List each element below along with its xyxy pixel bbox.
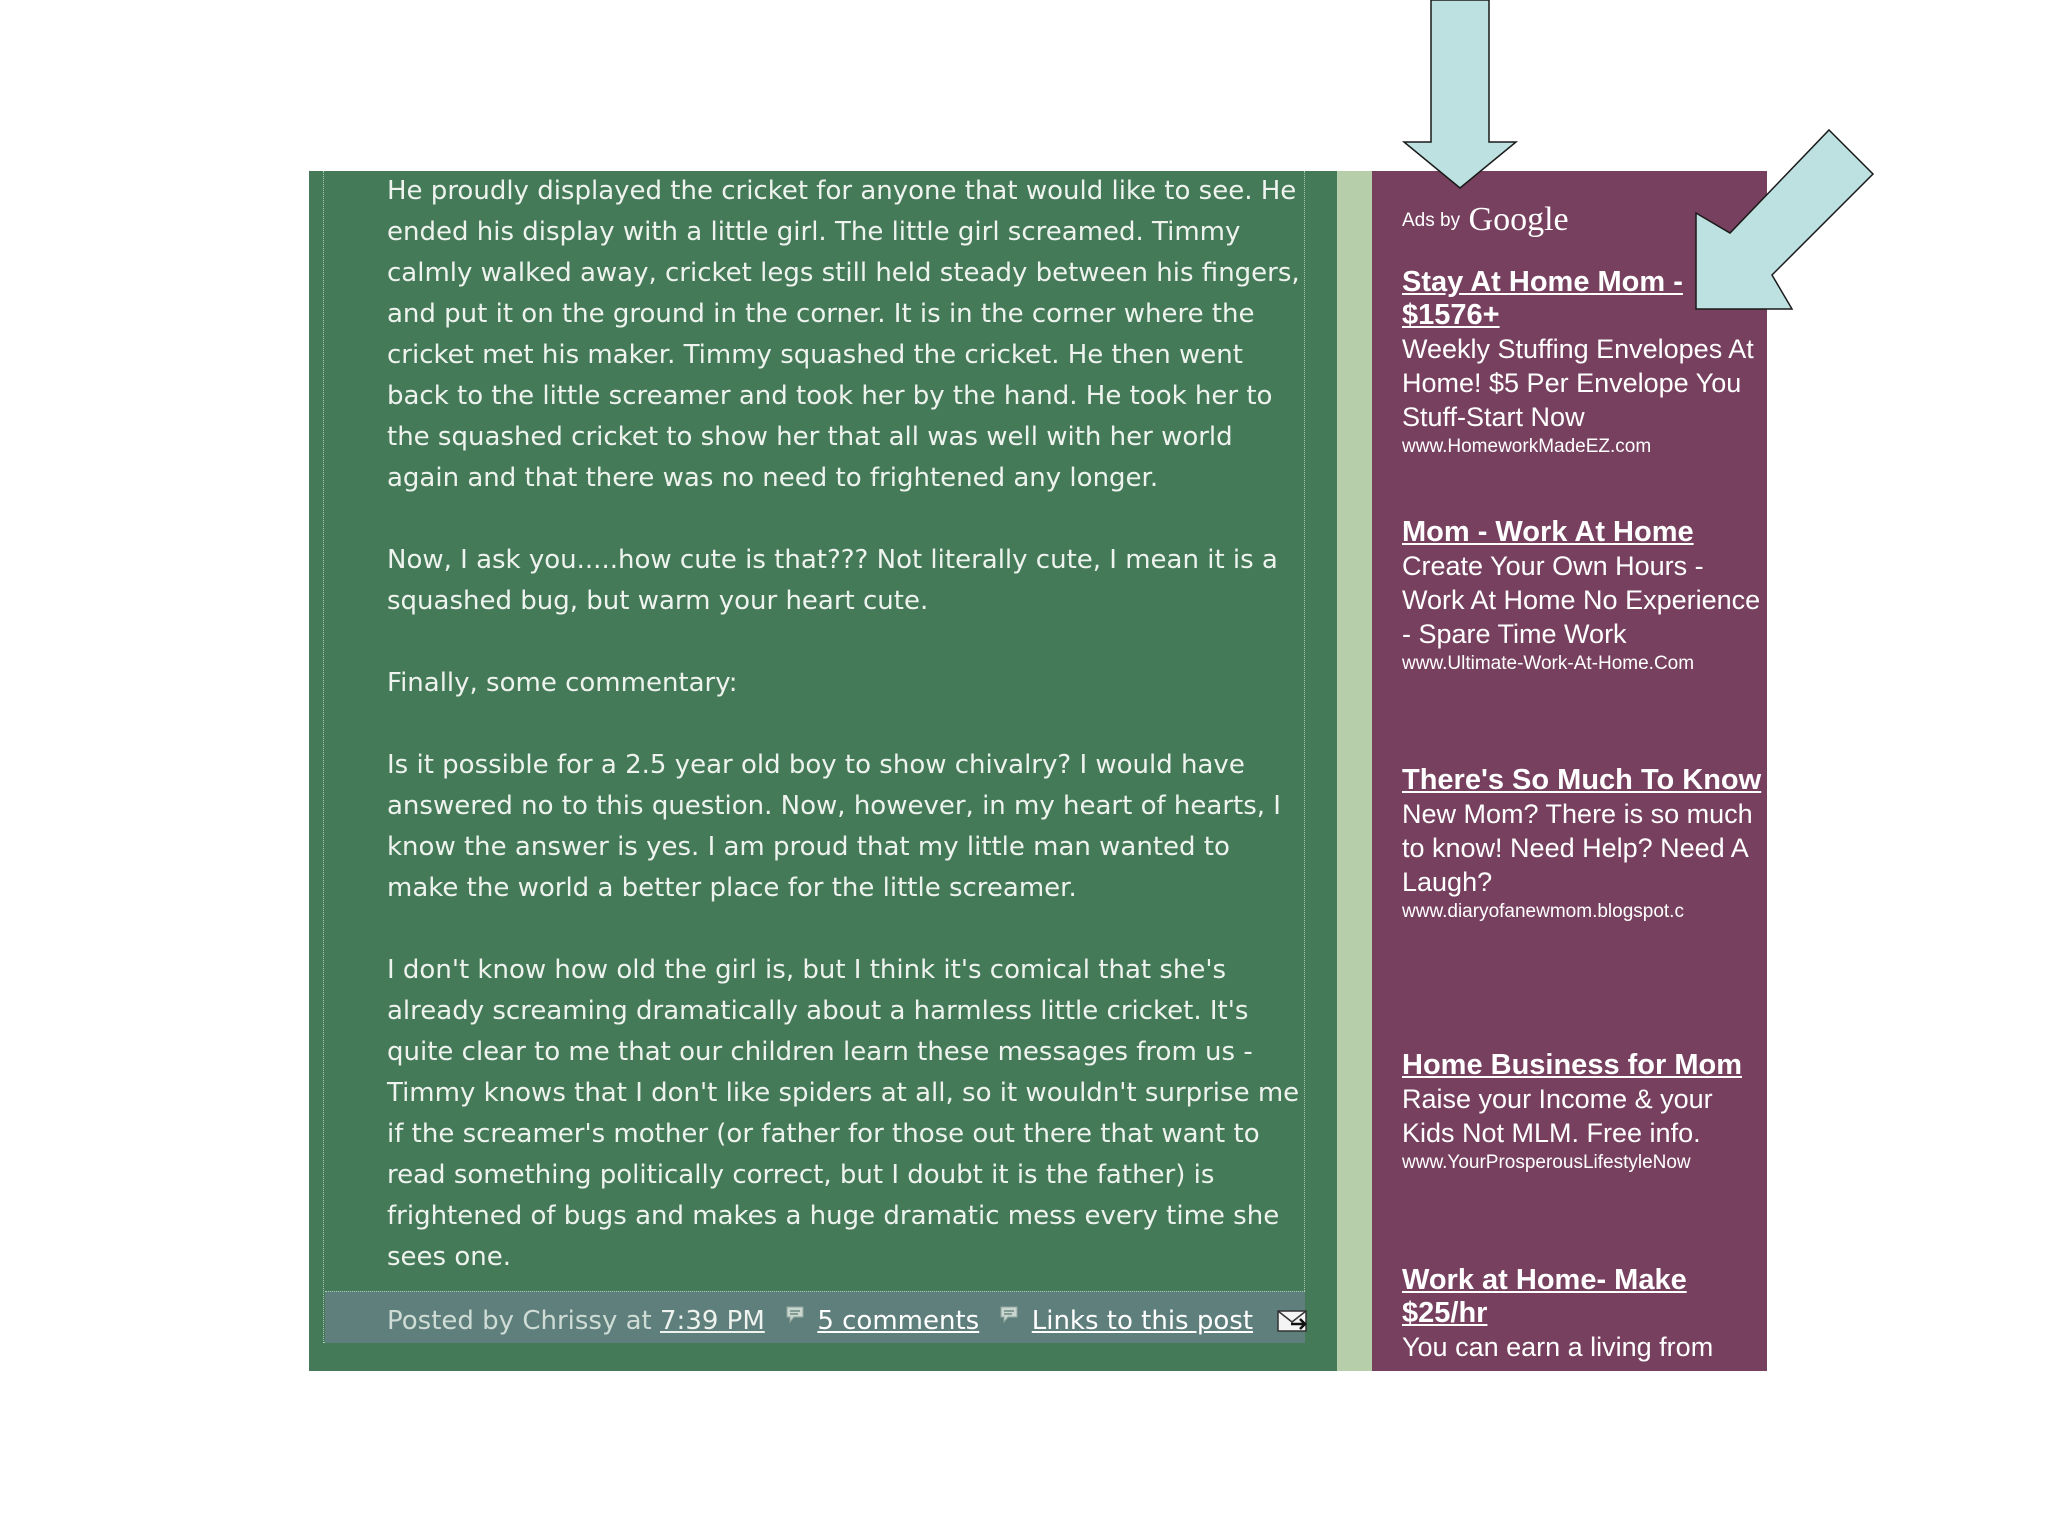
ad-item [1402, 764, 1762, 925]
ad-item [1402, 1049, 1762, 1176]
ad-item [1402, 1264, 1762, 1364]
post-paragraph: I don't know how old the girl is, but I think it's comical that she's already screaming dramatically about a harmless little cricket. It's quite clear to me that our children learn these messages from us - Timmy knows that I don't like spiders at all, so it wouldn't surprise me if the screamer's mother (or father for those out there that want to read something politically correct, but I doubt it is the father) is frightened of bugs and makes a huge dramatic mess every time she sees one. [387, 955, 1300, 1272]
google-logo-text: Google [1468, 201, 1569, 238]
ad-title-link[interactable]: Work at Home- Make $25/hr [1402, 1264, 1687, 1329]
ad-description: Raise your Income & your Kids Not MLM. Free info. [1402, 1084, 1713, 1148]
post-paragraph: Is it possible for a 2.5 year old boy to show chivalry? I would have answered no to this question. Now, however, in my heart of hearts, I know the answer is yes. I am proud that my little man wanted to make the world a better place for the little screamer. [387, 750, 1281, 903]
ad-item [1402, 516, 1762, 677]
links-to-post-link[interactable]: Links to this post [1031, 1306, 1254, 1336]
post-body [387, 171, 1307, 1319]
email-post-icon[interactable] [1277, 1300, 1311, 1324]
speech-bubble-icon [999, 1292, 1019, 1312]
down-arrow-icon [1400, 0, 1520, 190]
ad-description: New Mom? There is so much to know! Need Help? Need A Laugh? [1402, 799, 1753, 897]
ads-by-label: Ads by [1402, 210, 1461, 231]
ad-url[interactable]: www.Ultimate-Work-At-Home.Com [1402, 653, 1695, 674]
ad-description: Create Your Own Hours -Work At Home No Experience - Spare Time Work [1402, 551, 1761, 649]
ad-url[interactable]: www.YourProsperousLifestyleNow [1402, 1152, 1691, 1173]
ads-by-google-header[interactable] [1402, 201, 1569, 239]
ad-url[interactable]: www.diaryofanewmom.blogspot.c [1402, 901, 1684, 922]
posted-by-text: Posted by Chrissy at [387, 1306, 652, 1336]
post-footer [325, 1291, 1305, 1343]
ad-title-link[interactable]: Mom - Work At Home [1402, 516, 1694, 548]
speech-bubble-icon [785, 1292, 805, 1312]
diagonal-arrow-icon [1690, 128, 1880, 314]
post-paragraph: Finally, some commentary: [387, 668, 738, 698]
ads-sidebar [1372, 171, 1767, 1371]
ad-url[interactable]: www.HomeworkMadeEZ.com [1402, 436, 1652, 457]
post-paragraph: He proudly displayed the cricket for anyone that would like to see. He ended his display with a little girl. The little girl screamed. Timmy calmly walked away, cricket legs still held steady between his fingers, and put it on the ground in the corner. It is in the corner where the cricket met his maker. Timmy squashed the cricket. He then went back to the little screamer and took her by the hand. He took her to the squashed cricket to show her that all was well with her world again and that there was no need to frightened any longer. [387, 176, 1300, 493]
sidebar-separator [1337, 171, 1372, 1371]
blog-post-panel [309, 171, 1337, 1371]
ad-title-link[interactable]: Stay At Home Mom - $1576+ [1402, 266, 1683, 331]
ad-description: You can earn a living from [1402, 1332, 1714, 1362]
ad-title-link[interactable]: Home Business for Mom [1402, 1049, 1742, 1081]
ad-description: Weekly Stuffing Envelopes At Home! $5 Per Envelope You Stuff-Start Now [1402, 334, 1754, 432]
ad-title-link[interactable]: There's So Much To Know [1402, 764, 1762, 796]
post-paragraph: Now, I ask you.....how cute is that??? Not literally cute, I mean it is a squashed bug, but warm your heart cute. [387, 545, 1278, 616]
comments-link[interactable]: 5 comments [817, 1306, 980, 1336]
post-time-link[interactable]: 7:39 PM [660, 1306, 765, 1336]
